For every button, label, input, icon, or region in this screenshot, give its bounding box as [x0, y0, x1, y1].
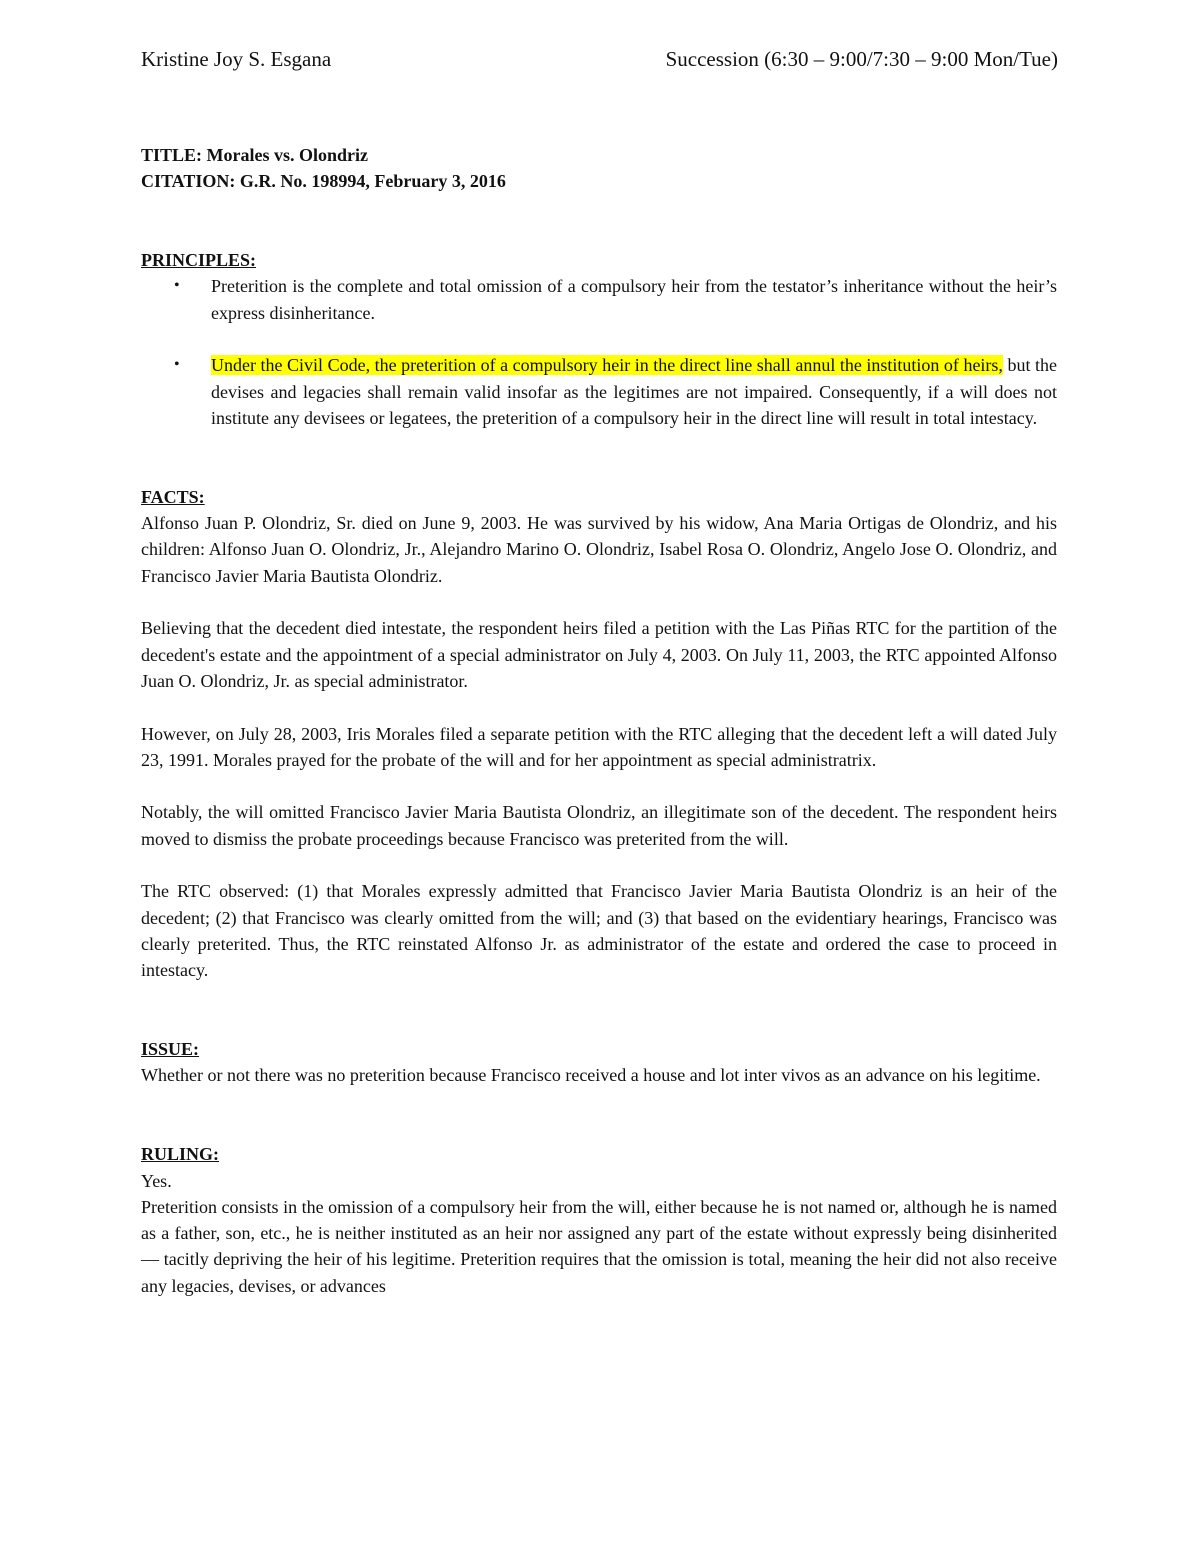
facts-paragraph: The RTC observed: (1) that Morales expressly admitted that Francisco Javier Maria Bautista Olondriz is an heir of the decedent; (2) that Francisco was clearly omitted from the will; and (3) that based on the evidentiary hearings, Francisco was clearly preterited. Thus, the RTC reinstated Alfonso Jr. as administrator of the estate and ordered the case to proceed in intestacy.	[141, 881, 1057, 981]
issue-text: Whether or not there was no preterition because Francisco received a house and lot inter vivos as an advance on his legitime.	[141, 1065, 1041, 1086]
page-header	[141, 44, 1058, 74]
principle-text: Preterition is the complete and total omission of a compulsory heir from the testator’s inheritance without the heir’s express disinheritance.	[211, 276, 1057, 323]
case-title-label: TITLE:	[141, 145, 203, 165]
principles-heading: PRINCIPLES:	[141, 250, 257, 271]
case-title: Morales vs. Olondriz	[206, 145, 369, 165]
principles-list	[141, 273, 1057, 431]
case-title-line	[141, 142, 1057, 168]
facts-paragraph: Believing that the decedent died intestate, the respondent heirs filed a petition with the Las Piñas RTC for the partition of the decedent's estate and the appointment of a special administrator on July 4, 2003. On July 11, 2003, the RTC appointed Alfonso Juan O. Olondriz, Jr. as special administrator.	[141, 618, 1057, 691]
highlighted-text: Under the Civil Code, the preterition of a compulsory heir in the direct line shall annul the institution of heirs,	[211, 355, 1003, 376]
header-course: Succession (6:30 – 9:00/7:30 – 9:00 Mon/Tue)	[665, 47, 1058, 71]
bullet-icon: •	[174, 356, 180, 374]
document-body	[141, 142, 1057, 1299]
ruling-text: Preterition consists in the omission of a compulsory heir from the will, either because he is not named or, although he is named as a father, son, etc., he is neither instituted as an heir nor assigned any part of the estate without expressly being disinherited — tacitly depriving the heir of his legitime. Preterition requires that the omission is total, meaning the heir did not also receive any legacies, devises, or advances	[141, 1196, 1057, 1296]
ruling-answer: Yes.	[141, 1170, 172, 1191]
facts-heading: FACTS:	[141, 486, 205, 507]
principle-item	[141, 273, 1057, 326]
facts-paragraph: However, on July 28, 2003, Iris Morales filed a separate petition with the RTC alleging that the decedent left a will dated July 23, 1991. Morales prayed for the probate of the will and for her appointment as special administratrix.	[141, 723, 1057, 770]
principle-text: but the devises and legacies shall remain valid insofar as the legitimes are not impaired. Consequently, if a will does not institute any devisees or legatees, the preterition of a compulsory heir in the direct line will result in total intestacy.	[211, 355, 1057, 428]
case-citation-label: CITATION:	[141, 171, 236, 192]
bullet-icon: •	[174, 277, 180, 295]
header-author: Kristine Joy S. Esgana	[141, 47, 332, 71]
case-citation-line	[141, 168, 1057, 194]
ruling-heading: RULING:	[141, 1144, 220, 1165]
facts-paragraph: Notably, the will omitted Francisco Javier Maria Bautista Olondriz, an illegitimate son of the decedent. The respondent heirs moved to dismiss the probate proceedings because Francisco was preterited from the will.	[141, 802, 1057, 849]
facts-paragraph: Alfonso Juan P. Olondriz, Sr. died on June 9, 2003. He was survived by his widow, Ana Maria Ortigas de Olondriz, and his children: Alfonso Juan O. Olondriz, Jr., Alejandro Marino O. Olondriz, Isabel Rosa O. Olondriz, Angelo Jose O. Olondriz, and Francisco Javier Maria Bautista Olondriz.	[141, 513, 1057, 586]
case-citation: G.R. No. 198994, February 3, 2016	[239, 171, 506, 192]
principle-item	[141, 352, 1057, 431]
issue-heading: ISSUE:	[141, 1039, 200, 1060]
